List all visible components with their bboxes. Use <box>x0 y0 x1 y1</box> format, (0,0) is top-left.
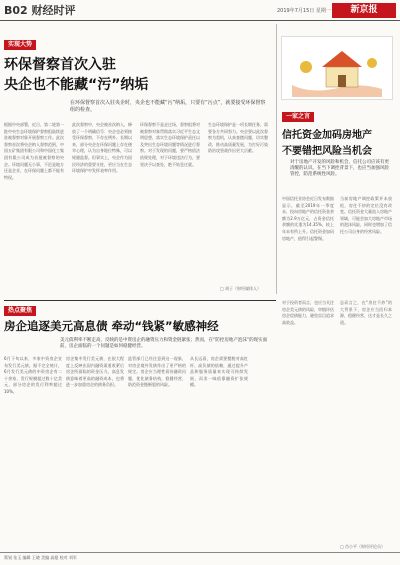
story1-tag: 实现大势 <box>4 40 36 50</box>
issue-date: 2019年7月15日 星期一 <box>277 8 331 14</box>
story2-title-1: 信托资金加码房地产 <box>282 130 372 141</box>
story2-column-2: 当前房地产调控政策并未放松，房住不炒的定位没有改变。信托资金大量流入房地产领域，可能会加大房地产市场的泡沫风险，同时也增加了信托公司自身的经营风险。 <box>340 196 392 234</box>
house-coin-icon <box>282 37 392 99</box>
column-divider <box>276 24 277 294</box>
story1-title-2: 央企也不能藏“污”纳垢 <box>4 77 149 93</box>
story1-title-1: 环保督察首次入驻 <box>4 57 116 73</box>
story1-column-1: 根据中央部署，近日，第二轮第一批中央生态环境保护督察组陆续进驻被督察对象开展督察工作。此次督察首次将央企纳入督察范围，中国五矿集团有限公司和中国化工集团有限公司成为首批被督察的央企。环境问题无小事，不论是地方还是企业，在环保问题上都不能有特权。 <box>4 122 64 180</box>
story3-title: 房企追逐美元高息债 牵动“钱紧”敏感神经 <box>4 319 219 333</box>
story1-column-2: 此次督察中，央企被首次纳入，释放了一个明确信号：央企也必须接受环保督察，不存在例外。长期以来，部分央企在环保问题上存在侥幸心理，认为自身地位特殊，可以规避监督。但事实上，央企作为国民经济的重要支柱，更应当在生态环境保护中发挥表率作用。 <box>72 122 132 174</box>
header-rule <box>0 20 400 21</box>
story2-column-1: 中国信托业协会近日发布数据显示，截至2019年一季度末，投向房地产的信托资金余额为2.9万亿元，占资金信托余额的比重为14.35%，较上年末有所上升。信托资金加码房地产，值得引起警惕。 <box>282 196 334 241</box>
story3-lead: 美元债利率不断走高，反映的是中资房企的融资压力和资金链紧张；然而，在“防控房地产泡沫”的现实面前，房企面临的一个问题是如何稳健经营。 <box>60 338 268 350</box>
footer-credits: 策划 张玉 编辑 王晓 美编 高超 校对 刘军 <box>4 555 77 560</box>
story1-credit: □ 胡子（财经媒体人） <box>220 286 262 291</box>
story3-column-3: 监管部门已经注意到这一现象，对房企境外发债作出了更严格的规定。房企应当理性看待融资问题，优化债务结构，稳健经营，防范资金链断裂的风险。 <box>128 356 186 388</box>
story2-tag: 一家之言 <box>282 112 314 122</box>
section-rule <box>4 300 276 301</box>
footer-rule <box>0 552 400 553</box>
story2-lead: 对于房地产开发的风险和机会，信托公司应该有更清醒的认识。在当下调控背景下，也应当加强风险管控，防范系统性风险。 <box>290 160 389 177</box>
story3-credit: □ 肖小平（财经评论员） <box>340 544 386 549</box>
house-illustration <box>281 36 393 100</box>
story2-title-2: 不要错把风险当机会 <box>282 146 372 157</box>
story3-column-6: 总而言之，在“房住不炒”的大背景下，房企应当回归本源，稳健经营，这才是长久之道。 <box>340 300 392 325</box>
story3-column-2: 房企集中发行美元债，在很大程度上反映出国内融资渠道收紧后房企所面临的资金压力。高息发债意味着更高的融资成本，也将进一步加重房企的债务负担。 <box>66 356 124 388</box>
story1-column-4: 生态环境保护是一项长期任务，需要各方共同努力。央企要以此次督察为契机，认真查摆问题，切实整改，推动高质量发展，为打好污染防治攻坚战作出更大贡献。 <box>208 122 268 154</box>
story1-column-3: 环保督察不是走过场，督察组将对被督察对象贯彻落实习近平生态文明思想、落实生态环境保护责任以及突出生态环境问题等情况进行督察。对于发现的问题，要严格依法依规处理，对于环境违法行为，要坚决予以查处，绝不姑息迁就。 <box>140 122 200 167</box>
story1-lead: 在环保督察首次入驻央企时，央企也不能藏“污”纳垢，只要有“污点”，就要接受环保督察组的检查。 <box>70 100 266 113</box>
top-bar <box>0 0 400 22</box>
page-number: B02 财经时评 <box>4 4 76 17</box>
brand-logo: 新京报 <box>332 3 396 18</box>
story3-tag: 热点聚焦 <box>4 306 36 316</box>
story3-column-1: 6月下旬以来，多家中资房企宣布发行美元债。据不完全统计，6月发行美元债的中资房企有二十余家，发行规模超过数十亿美元，部分房企的发行利率超过10%。 <box>4 356 62 394</box>
story3-column-4: 从长远看，房企需要摆脱对高杠杆、高负债的依赖，通过提升产品和服务质量来实现可持续发展，而非一味依靠融资扩张规模。 <box>190 356 248 388</box>
story3-column-5: 对于投资者而言，也应当关注房企美元债的风险，审慎评估房企偿债能力，避免盲目追求高收益。 <box>282 300 334 325</box>
